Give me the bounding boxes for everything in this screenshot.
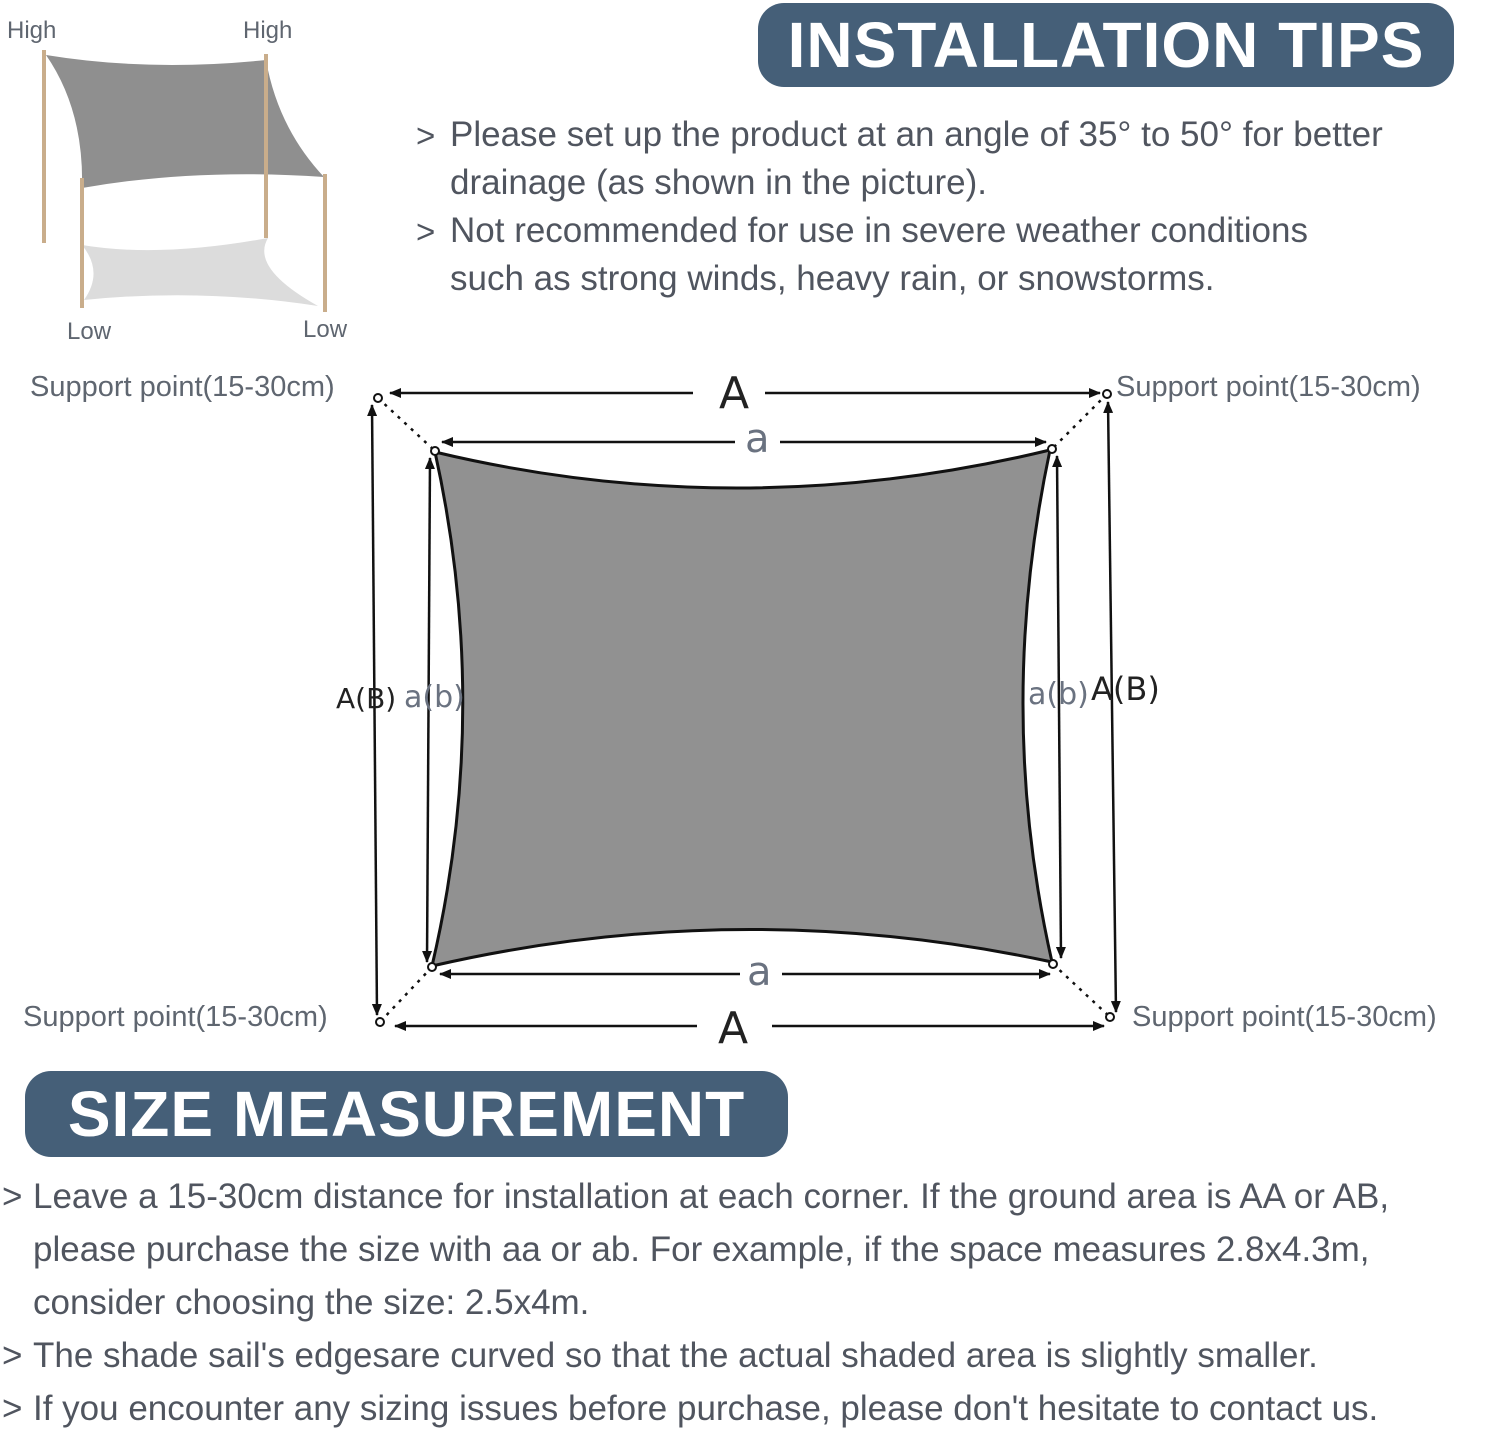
dim-label-inner-bottom: a [747,949,772,995]
support-ring [1103,390,1111,398]
note-marker: > [2,1389,23,1428]
support-ring [1106,1013,1114,1021]
dim-label-outer-left: A(B) [336,682,397,715]
note-2-line-1: The shade sail's edgesare curved so that the actual shaded area is slightly smaller. [33,1336,1318,1375]
sail-ring [1049,960,1057,968]
label-low-right: Low [303,316,348,343]
corner-link-top-left [378,398,435,451]
support-label-bottom-left: Support point(15-30cm) [23,1001,328,1033]
installation-tips-banner: INSTALLATION TIPS [758,3,1454,87]
dim-label-inner-left: a(b) [404,680,465,715]
label-high-left: High [7,17,57,44]
note-1-line-1: Leave a 15-30cm distance for installation at each corner. If the ground area is AA or AB, [33,1177,1390,1216]
note-1-line-2: please purchase the size with aa or ab. For example, if the space measures 2.8x4.3m, [33,1230,1370,1269]
label-low-left: Low [67,318,112,345]
support-label-top-left: Support point(15-30cm) [30,371,335,403]
tip-2-line-2: such as strong winds, heavy rain, or snowstorms. [450,259,1215,298]
note-1-line-3: consider choosing the size: 2.5x4m. [33,1283,590,1322]
size-measurement-banner: SIZE MEASUREMENT [25,1071,788,1157]
support-label-top-right: Support point(15-30cm) [1116,371,1421,403]
dim-label-outer-right: A(B) [1091,670,1160,708]
note-marker: > [2,1177,23,1216]
support-label-bottom-right: Support point(15-30cm) [1132,1001,1437,1033]
dim-label-inner-top: a [745,416,770,462]
note-marker: > [2,1336,23,1375]
note-3-line-1: If you encounter any sizing issues before purchase, please don't hesitate to contact us. [33,1389,1379,1428]
dim-label-inner-right: a(b) [1028,677,1089,712]
corner-link-top-right [1052,394,1107,449]
dim-label-outer-bottom: A [718,1003,749,1054]
sail-ring [1048,445,1056,453]
sail-ring [431,447,439,455]
support-ring [376,1018,384,1026]
tip-marker: > [416,117,436,154]
tip-marker: > [416,213,436,250]
shade-sail [432,450,1052,966]
tip-1-line-2: drainage (as shown in the picture). [450,163,987,202]
dim-label-outer-top: A [719,368,750,419]
tip-1-line-1: Please set up the product at an angle of 35° to 50° for better [450,115,1383,154]
support-ring [374,394,382,402]
sail-ring [428,963,436,971]
corner-link-bottom-right [1053,964,1110,1017]
tip-2-line-1: Not recommended for use in severe weather conditions [450,211,1308,250]
label-high-right: High [243,17,293,44]
corner-link-bottom-left [380,967,432,1022]
